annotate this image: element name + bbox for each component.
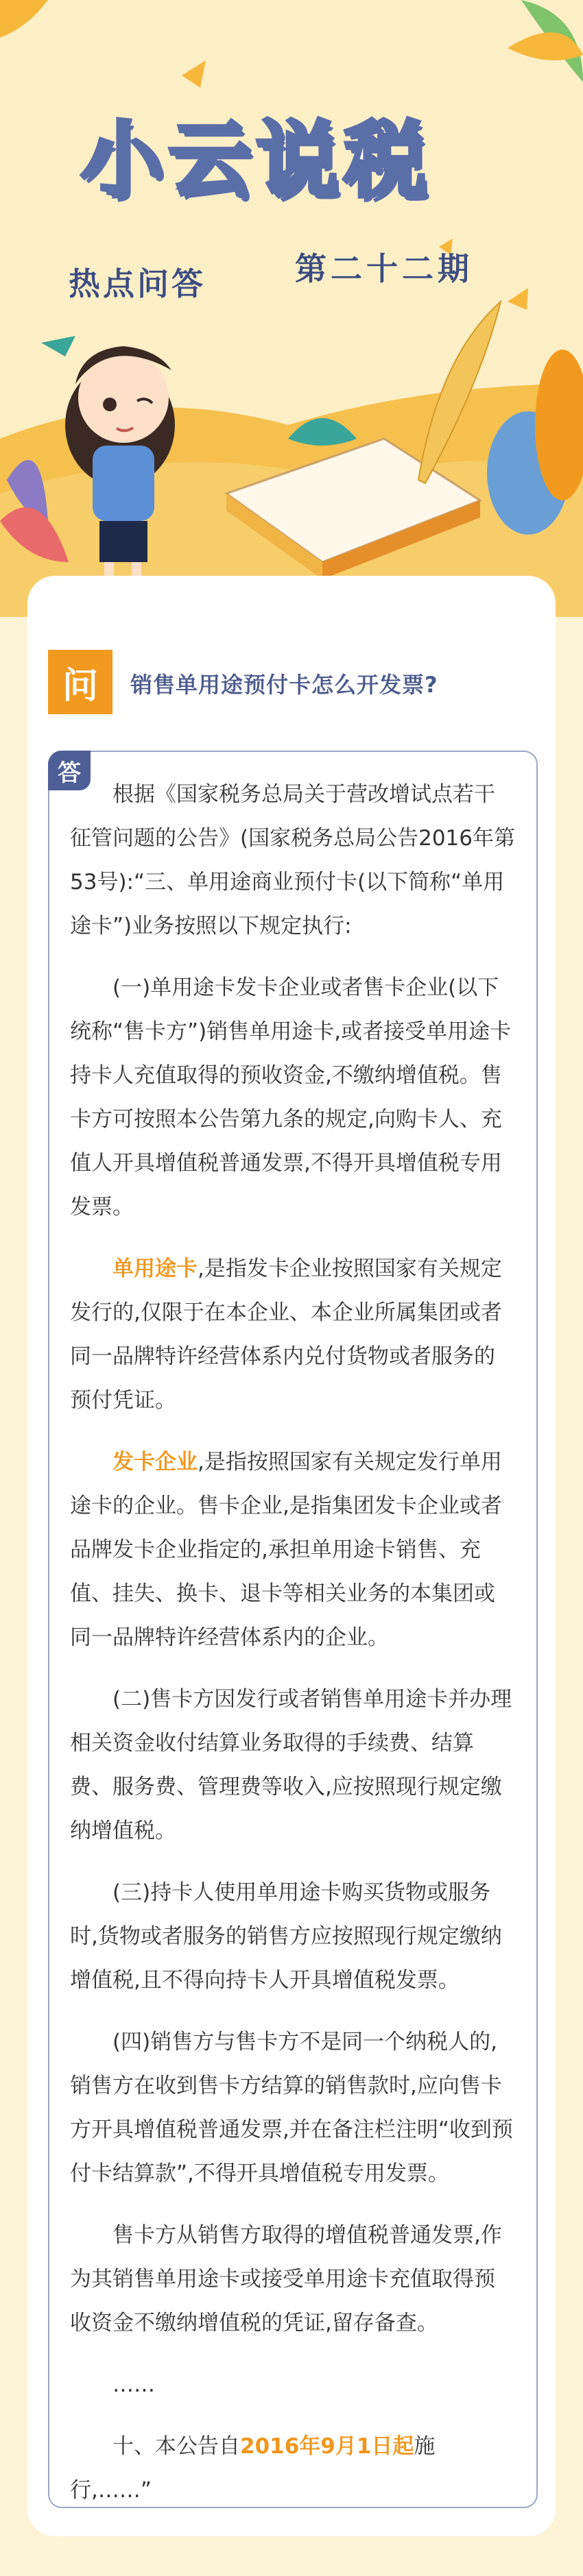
answer-paragraph xyxy=(70,966,516,1229)
answer-paragraph xyxy=(70,1871,516,2002)
confetti xyxy=(508,288,528,310)
leaf-decoration xyxy=(0,0,48,38)
paragraph-text: ,是指按照国家有关规定发行单用途卡的企业。售卡企业,是指集团发卡企业或者品牌发卡企业指定的,承担单用途卡销售、充值、挂失、换卡、退卡等相关业务的本集团或同一品牌特许经营体系内的企业。 xyxy=(70,1450,502,1650)
question-badge: 问 xyxy=(48,650,112,714)
paragraph-text: 施行,……” xyxy=(70,2434,436,2503)
answer-paragraph xyxy=(70,773,516,948)
answer-box xyxy=(48,751,538,2508)
answer-paragraph xyxy=(70,1677,516,1853)
answer-paragraph xyxy=(70,2425,516,2512)
banner-subtitle: 热点问答 xyxy=(69,265,206,302)
paragraph-text: …… xyxy=(112,2372,155,2397)
confetti xyxy=(182,60,206,88)
answer-badge: 答 xyxy=(48,751,91,790)
header-banner xyxy=(0,0,583,617)
paragraph-text: (四)销售方与售卡方不是同一个纳税人的,销售方在收到售卡方结算的销售款时,应向售卡方开具增值税普通发票,并在备注栏注明“收到预付卡结算款”,不得开具增值税专用发票。 xyxy=(70,2030,513,2186)
answer-paragraph xyxy=(70,2213,516,2345)
paragraph-text: (一)单用途卡发卡企业或者售卡企业(以下统称“售卡方”)销售单用途卡,或者接受单用途卡持卡人充值取得的预收资金,不缴纳增值税。售卡方可按照本公告第九条的规定,向购卡人、充值人开具增值税普通发票,不得开具增值税专用发票。 xyxy=(70,975,512,1219)
answer-paragraph xyxy=(70,1247,516,1422)
highlighted-term: 单用途卡 xyxy=(112,1256,198,1281)
highlighted-date: 2016年9月1日起 xyxy=(240,2434,414,2459)
paragraph-text: 根据《国家税务总局关于营改增试点若干征管问题的公告》(国家税务总局公告2016年第53号):“三、单用途商业预付卡(以下简称“单用途卡”)业务按照以下规定执行: xyxy=(70,782,515,938)
question-row xyxy=(48,650,542,707)
highlighted-term: 发卡企业 xyxy=(112,1450,198,1474)
paragraph-text: (三)持卡人使用单用途卡购买货物或服务时,货物或者服务的销售方应按照现行规定缴纳增值税,且不得向持卡人开具增值税发票。 xyxy=(70,1880,502,1993)
illustration-scene xyxy=(0,0,583,617)
answer-paragraph xyxy=(70,2363,516,2407)
paragraph-text: 售卡方从销售方取得的增值税普通发票,作为其销售单用途卡或接受单用途卡充值取得预收资金不缴纳增值税的凭证,留存备查。 xyxy=(70,2223,502,2335)
paragraph-text: ,是指发卡企业按照国家有关规定发行的,仅限于在本企业、本企业所属集团或者同一品牌特许经营体系内兑付货物或者服务的预付凭证。 xyxy=(70,1256,502,1413)
answer-paragraph xyxy=(70,1440,516,1660)
banner-title: 小云说税 xyxy=(81,113,432,208)
issue-number: 第二十二期 xyxy=(295,250,473,287)
paragraph-text: (二)售卡方因发行或者销售单用途卡并办理相关资金收付结算业务取得的手续费、结算费、服务费、管理费等收入,应按照现行规定缴纳增值税。 xyxy=(70,1687,512,1843)
answer-body xyxy=(70,773,516,2530)
paragraph-text: 十、本公告自 xyxy=(112,2434,240,2459)
question-text: 销售单用途预付卡怎么开发票? xyxy=(130,672,438,698)
answer-paragraph xyxy=(70,2020,516,2196)
